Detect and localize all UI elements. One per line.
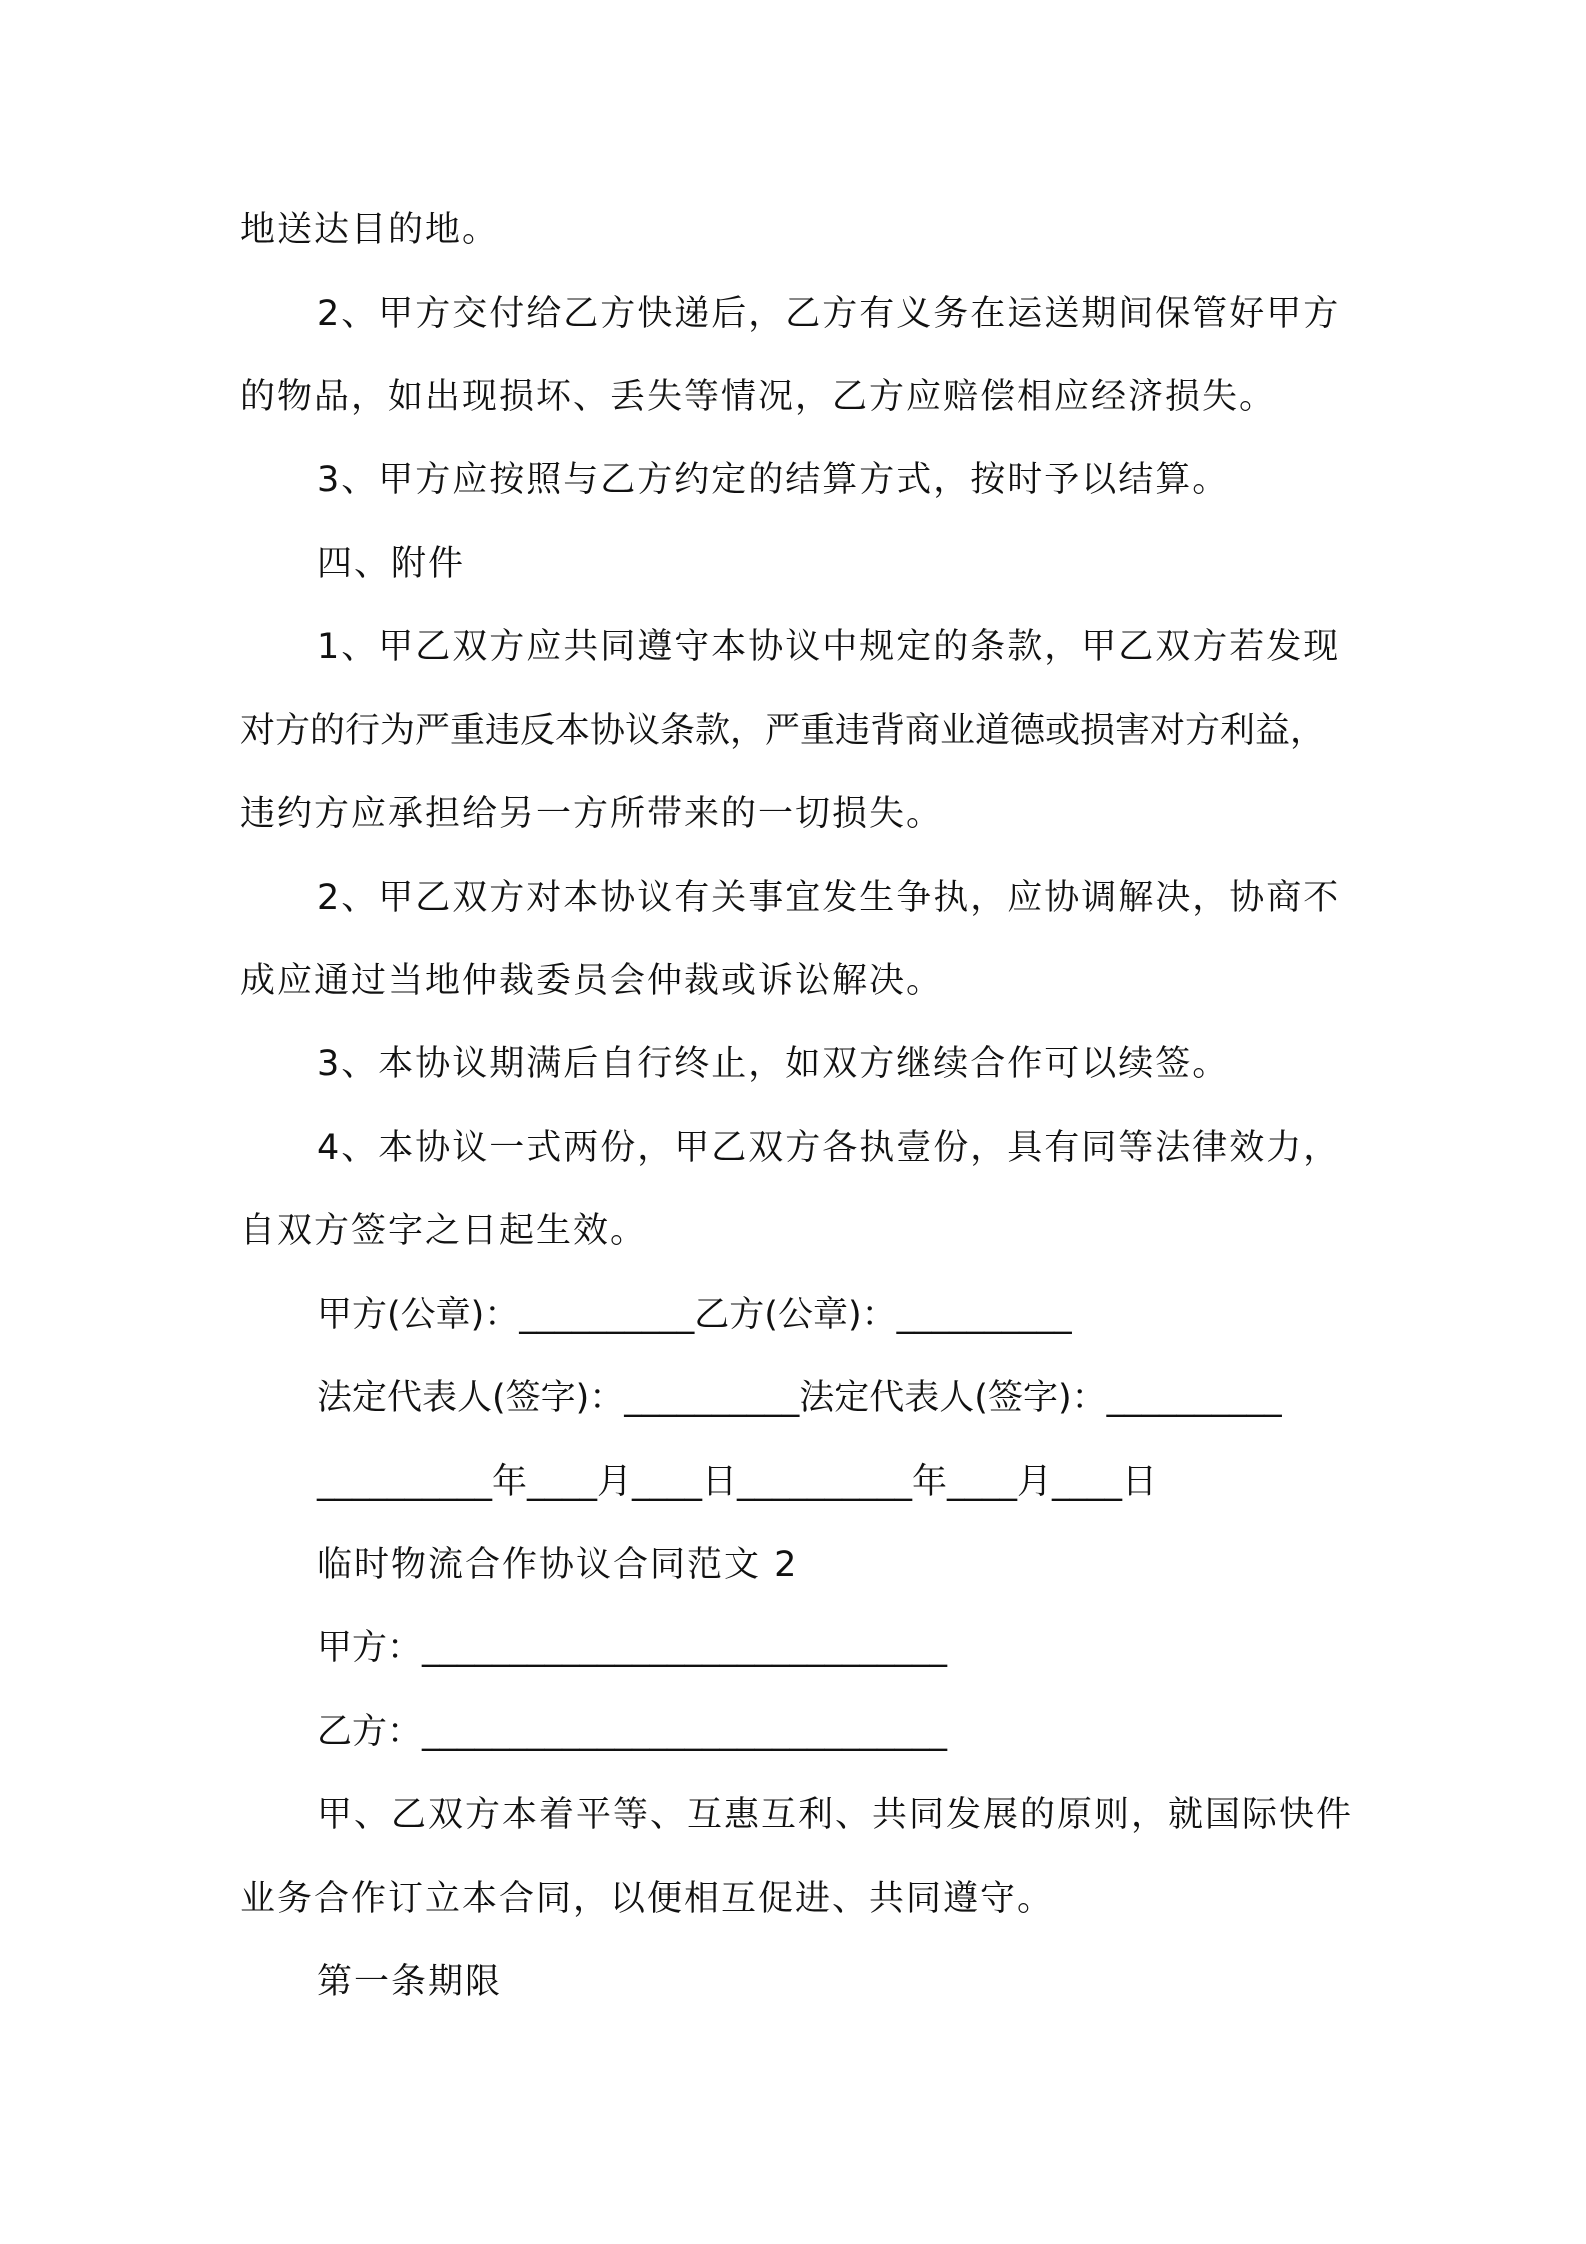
contract-title-2: 临时物流合作协议合同范文 2 <box>317 1545 799 1585</box>
text-line-11: 3、本协议期满后自行终止，如双方继续合作可以续签。 <box>317 1044 1230 1084</box>
text-line-2: 2、甲方交付给乙方快递后，乙方有义务在运送期间保管好甲方 <box>317 294 1341 334</box>
text-line-21: 业务合作订立本合同，以便相互促进、共同遵守。 <box>240 1879 1055 1919</box>
text-line-7: 对方的行为严重违反本协议条款，严重违背商业道德或损害对方利益， <box>240 711 1326 751</box>
text-line-4: 3、甲方应按照与乙方约定的结算方式，按时予以结算。 <box>317 460 1230 500</box>
text-line-20: 甲、乙双方本着平等、互惠互利、共同发展的原则，就国际快件 <box>317 1795 1354 1835</box>
party-b-line: 乙方：______________________________ <box>317 1712 948 1752</box>
signature-seal-line: 甲方(公章)：__________乙方(公章)：__________ <box>317 1295 1072 1335</box>
text-line-3: 的物品，如出现损坏、丢失等情况，乙方应赔偿相应经济损失。 <box>240 377 1277 417</box>
text-line-13: 自双方签字之日起生效。 <box>240 1211 648 1251</box>
party-a-line: 甲方：______________________________ <box>317 1628 948 1668</box>
section-heading-attachments: 四、附件 <box>317 544 466 584</box>
text-line-6: 1、甲乙双方应共同遵守本协议中规定的条款，甲乙双方若发现 <box>317 627 1341 667</box>
signature-representative-line: 法定代表人(签字)：__________法定代表人(签字)：__________ <box>317 1378 1282 1418</box>
text-line-10: 成应通过当地仲裁委员会仲裁或诉讼解决。 <box>240 961 944 1001</box>
signature-date-line: __________年____月____日__________年____月____日 <box>317 1462 1158 1502</box>
text-line-1: 地送达目的地。 <box>240 210 500 250</box>
article-1-heading: 第一条期限 <box>317 1962 503 2002</box>
text-line-8: 违约方应承担给另一方所带来的一切损失。 <box>240 794 944 834</box>
text-line-9: 2、甲乙双方对本协议有关事宜发生争执，应协调解决，协商不 <box>317 878 1341 918</box>
text-line-12: 4、本协议一式两份，甲乙双方各执壹份，具有同等法律效力， <box>317 1128 1341 1168</box>
